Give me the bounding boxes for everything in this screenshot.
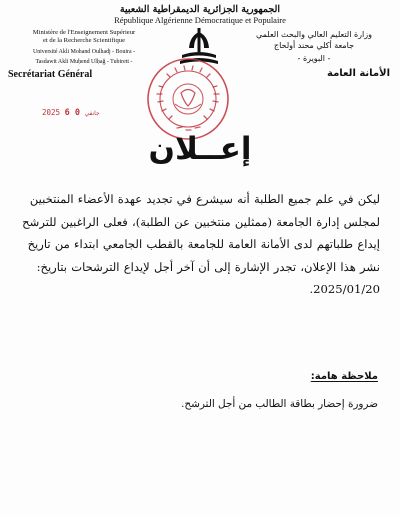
university-ar: جامعة أكلي محند أولحاج — [273, 41, 355, 50]
ministry-fr-line1: Ministère de l'Enseignement Supérieur — [32, 29, 136, 36]
university-fr: Université Akli Mohand Oulhadj - Bouira - — [32, 49, 136, 55]
body-line-1: ليكن في علم جميع الطلبة أنه سيشرع في تجديد عهدة الأعضاء المنتخبين — [29, 192, 380, 206]
date-stamp-day: 0 6 — [64, 108, 80, 118]
office-ar: الأمانة العامة — [327, 68, 390, 79]
header-right-block — [244, 30, 390, 80]
ministry-fr-line2: et de la Recherche Scientifique — [42, 37, 126, 44]
french-country-name: République Algérienne Démocratique et Populaire — [114, 15, 286, 25]
note-heading: ملاحظة هامة: — [310, 371, 378, 382]
office-fr: Secrétariat Général — [8, 69, 93, 80]
date-stamp-year: 2025 — [42, 108, 61, 117]
university-address: Tasdawit Akli Muḥend Ulḥağ - Tubirett - — [35, 59, 133, 65]
date-stamp — [42, 108, 100, 118]
body-line-2: لمجلس إدارة الجامعة (ممثلين منتخبين عن الطلبة)، فعلى الراغبين للترشح — [22, 214, 380, 229]
header-left-block — [8, 29, 154, 81]
date-stamp-month: جانفي — [84, 110, 100, 117]
body-line-4: نشر هذا الإعلان، تجدر الإشارة إلى أن آخر أجل لإيداع الترشحات بتاريخ: — [36, 259, 380, 274]
announcement-title: إعــلان — [148, 131, 252, 167]
body-line-3: إيداع طلباتهم لدى الأمانة العامة للجامعة بالقطب الجامعي ابتداء من تاريخ — [27, 237, 380, 252]
ministry-ar: وزارة التعليم العالي والبحث العلمي — [256, 30, 372, 39]
note-item: ضرورة إحضار بطاقة الطالب من أجل الترشح. — [181, 398, 378, 410]
body-line-5-deadline: 2025/01/20. — [309, 282, 380, 297]
announcement-body — [22, 188, 380, 301]
arabic-country-name: الجمهورية الجزائرية الديمقراطية الشعبية — [119, 4, 281, 15]
city-ar: - البويرة - — [297, 54, 331, 63]
